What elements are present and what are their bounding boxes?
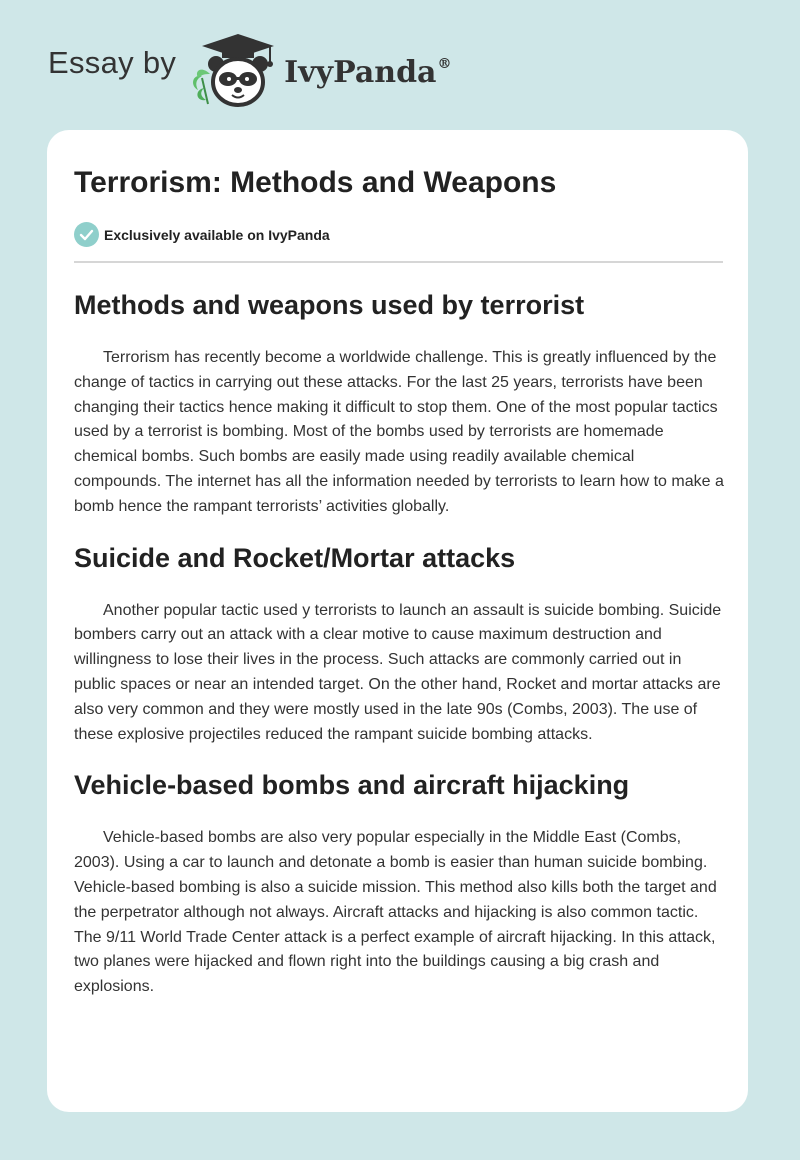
section-heading: Methods and weapons used by terrorist — [74, 290, 585, 320]
section-suicide-rocket — [74, 536, 724, 748]
brand-name — [284, 55, 451, 90]
ivypanda-logo[interactable] — [188, 30, 451, 110]
exclusive-badge — [74, 222, 330, 247]
essay-by-label: Essay by — [48, 45, 177, 80]
section-paragraph: Vehicle-based bombs are also very popular especially in the Middle East (Combs, 2003). Using a car to launch and detonate a bomb is easier than human suicide bombing. Vehicle-based bombing is also a suicide mission. This method also kills both the target and the perpetrator although not always. Aircraft attacks and hijacking is also common tactic. The 9/11 World Trade Center attack is a perfect example of aircraft hijacking. In this attack, two planes were hijacked and flown right into the buildings causing a big crash and explosions. — [74, 829, 717, 996]
section-paragraph: Terrorism has recently become a worldwide challenge. This is greatly influenced by the change of tactics in carrying out these attacks. For the last 25 years, terrorists have been changing their tactics hence making it difficult to stop them. One of the most popular tactics used by a terrorist is bombing. Most of the bombs used by terrorists are homemade chemical bombs. Such bombs are easily made using readily available chemical compounds. The internet has all the information needed by terrorists to learn how to make a bomb hence the rampant terrorists’ activities globally. — [74, 349, 724, 515]
exclusive-label: Exclusively available on IvyPanda — [104, 226, 330, 243]
section-methods — [74, 283, 724, 520]
section-heading: Suicide and Rocket/Mortar attacks — [74, 542, 516, 573]
leaf-icon — [193, 70, 210, 104]
site-header — [48, 30, 452, 110]
section-heading: Vehicle-based bombs and aircraft hijacking — [74, 770, 630, 801]
registered-mark: ® — [437, 55, 452, 72]
essay-card — [47, 130, 748, 1112]
essay-body — [74, 280, 724, 1000]
page-title: Terrorism: Methods and Weapons — [74, 166, 557, 199]
brand-text: IvyPanda — [284, 54, 437, 90]
section-paragraph: Another popular tactic used y terrorists to launch an assault is suicide bombing. Suicide bombers carry out an attack with a clear motive to cause maximum destruction and willingness to lose their lives in the process. Such attacks are commonly carried out in public spaces or near an intended target. On the other hand, Rocket and mortar attacks are also very common and they were mostly used in the late 90s (Combs, 2003). The use of these explosive projectiles reduced the rampant suicide bombing attacks. — [74, 601, 722, 743]
check-circle-icon — [74, 222, 99, 247]
section-vehicle-aircraft — [74, 763, 724, 1000]
title-divider — [74, 261, 723, 263]
panda-graduate-icon — [188, 30, 280, 110]
